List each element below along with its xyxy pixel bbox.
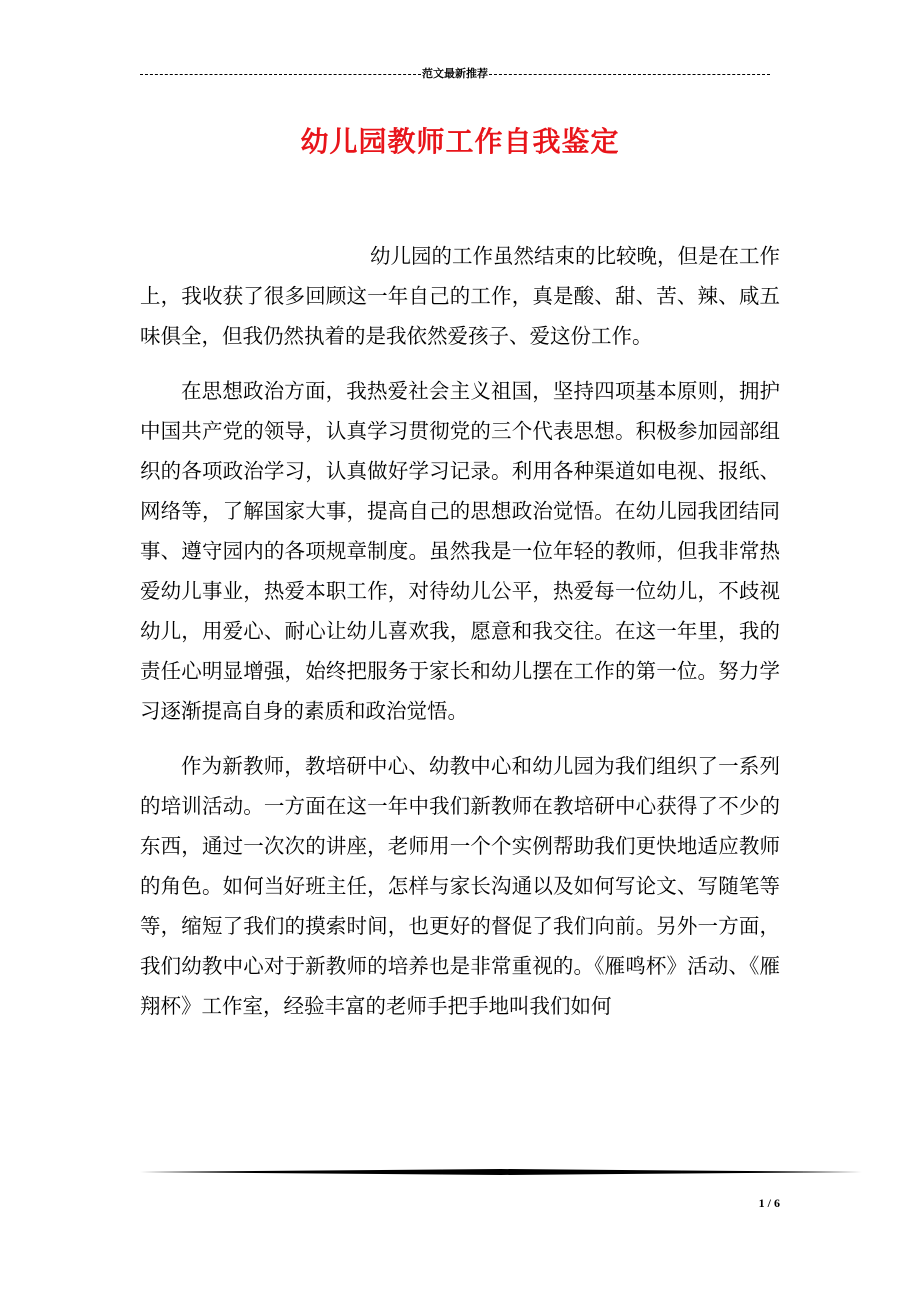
paragraph-2: 在思想政治方面，我热爱社会主义祖国，坚持四项基本原则，拥护中国共产党的领导，认真学习贯彻党的三个代表思想。积极参加园部组织的各项政治学习，认真做好学习记录。利用各种渠道如电视、报纸、网络等，了解国家大事，提高自己的思想政治觉悟。在幼儿园我团结同事、遵守园内的各项规章制度。虽然我是一位年轻的教师，但我非常热爱幼儿事业，热爱本职工作，对待幼儿公平，热爱每一位幼儿，不歧视幼儿，用爱心、耐心让幼儿喜欢我，愿意和我交往。在这一年里，我的责任心明显增强，始终把服务于家长和幼儿摆在工作的第一位。努力学习逐渐提高自身的素质和政治觉悟。: [140, 379, 780, 723]
page-current: 1: [758, 1196, 765, 1210]
paragraph-1: 幼儿园的工作虽然结束的比较晚，但是在工作上，我收获了很多回顾这一年自己的工作，真是酸、甜、苦、辣、咸五味俱全，但我仍然执着的是我依然爱孩子、爱这份工作。: [140, 244, 780, 348]
page-separator: /: [764, 1196, 774, 1210]
footer-divider: [140, 1169, 862, 1175]
header-dashes-left: [140, 74, 421, 75]
document-body: [140, 236, 780, 1041]
page-total: 6: [774, 1196, 780, 1210]
footer-divider-shape: [140, 1169, 862, 1175]
header-label: 范文最新推荐: [422, 67, 488, 80]
page-number: [700, 1196, 780, 1211]
paragraph-3: 作为新教师，教培研中心、幼教中心和幼儿园为我们组织了一系列的培训活动。一方面在这一年中我们新教师在教培研中心获得了不少的东西，通过一次次的讲座，老师用一个个实例帮助我们更快地适应教师的角色。如何当好班主任，怎样与家长沟通以及如何写论文、写随笔等等，缩短了我们的摸索时间，也更好的督促了我们向前。另外一方面，我们幼教中心对于新教师的培养也是非常重视的。《雁鸣杯》活动、《雁翔杯》工作室，经验丰富的老师手把手地叫我们如何: [140, 754, 780, 1018]
document-title: 幼儿园教师工作自我鉴定: [300, 125, 620, 158]
header-banner: [140, 66, 770, 82]
header-dashes-right: [489, 74, 770, 75]
